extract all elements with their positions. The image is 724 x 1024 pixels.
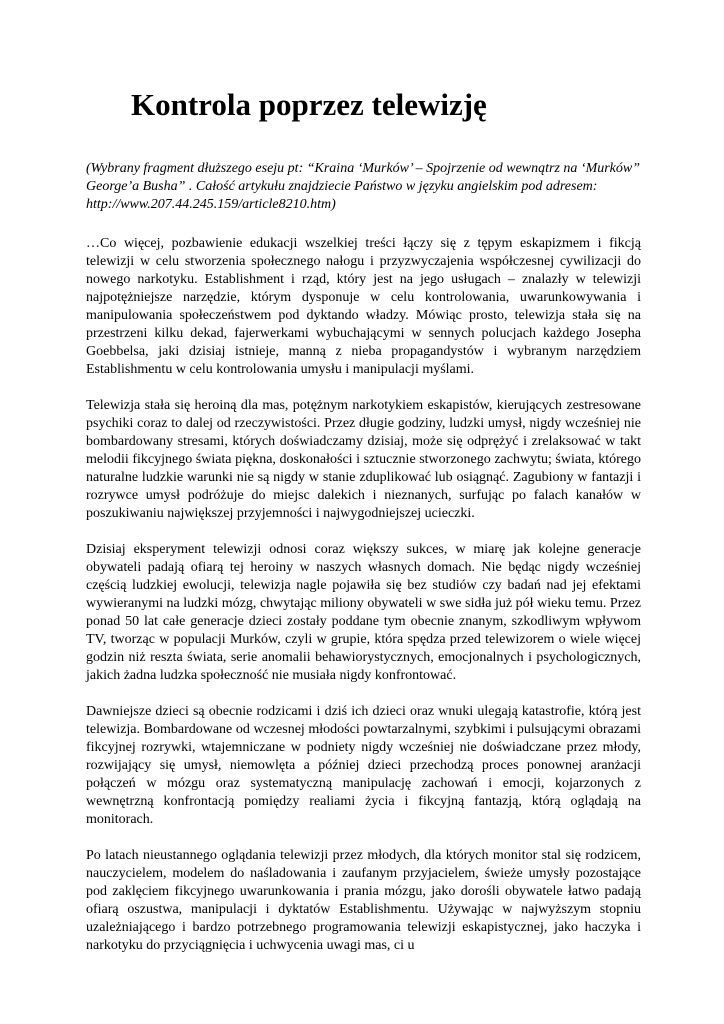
body-paragraph-5: Po latach nieustannego oglądania telewizji przez młodych, dla których monitor stal się rodzicem, nauczycielem, modelem do naśladowania i zaufanym przyjacielem, świeże umysły pozostające pod zaklęciem fikcyjnego uwarunkowania i prania mózgu, jako dorośli obywatele łatwo padają ofiarą oszustwa, manipulacji i dyktatów Establishmentu. Używając w najwyższym stopniu uzależniającego i bardzo potrzebnego programowania telewizji eskapistycznej, jako haczyka i narkotyku do przyciągnięcia i uchwycenia uwagi mas, ci u bbox=[86, 848, 641, 953]
body-paragraph-1: …Co więcej, pozbawienie edukacji wszelkiej treści łączy się z tępym eskapizmem i fikcją telewizji w celu stworzenia społecznego nałogu i przyzwyczajenia współczesnej cywilizacji do nowego narkotyku. Establishment i rząd, który jest na jego usługach – znalazły w telewizji najpotężniejsze narzędzie, którym dysponuje w celu kontrolowania, uwarunkowywania i manipulowania społeczeństwem pod dyktando władzy. Mówiąc prosto, telewizja stała się na przestrzeni kilku dekad, fajerwerkami wybuchającymi w sennych polucjach każdego Josepha Goebbelsa, jaki dzisiaj istnieje, manną z nieba propagandystów i wybranym narzędziem Establishmentu w celu kontrolowania umysłu i manipulacji myślami. bbox=[86, 236, 641, 377]
body-paragraph-3: Dzisiaj eksperyment telewizji odnosi coraz większy sukces, w miarę jak kolejne generacje obywateli padają ofiarą tej heroiny w naszych własnych domach. Nie będąc nigdy wcześniej częścią ludzkiej ewolucji, telewizja nagle pojawiła się bez studiów czy badań nad jej efektami wywieranymi na ludzki mózg, chwytając miliony obywateli w swe sidła już pół wieku temu. Przez ponad 50 lat całe generacje dzieci zostały poddane tym obecnie znanym, szkodliwym wpływom TV, tworząc w populacji Murków, czyli w grupie, która spędza przed telewizorem o wiele więcej godzin niż reszta świata, serie anomalii behawiorystycznych, emocjonalnych i psychologicznych, jakich żadna ludzka społeczność nie musiała nigdy konfrontować. bbox=[86, 542, 641, 683]
page-title: Kontrola poprzez telewizję bbox=[131, 87, 487, 122]
body-paragraph-2: Telewizja stała się heroiną dla mas, potężnym narkotykiem eskapistów, kierujących zestresowane psychiki coraz to dalej od rzeczywistości. Przez długie godziny, ludzki umysł, nigdy wcześniej nie bombardowany stresami, których doświadczamy dzisiaj, może się odprężyć i zrelaksować w takt melodii fikcyjnego świata piękna, doskonałości i sztucznie stworzonego zachwytu; świata, którego naturalne ludzkie warunki nie są nigdy w stanie zduplikować lub osiągnąć. Zagubiony w fantazji i rozrywce umysł podróżuje do miejsc dalekich i nieznanych, surfując po falach kanałów w poszukiwaniu największej przyjemności i najwygodniejszej ucieczki. bbox=[86, 398, 641, 521]
intro-paragraph: (Wybrany fragment dłuższego eseju pt: “Kraina ‘Murków’ – Spojrzenie od wewnątrz na ‘Murków” George’a Busha” . Całość artykułu znajdziecie Państwo w języku angielskim pod adresem: http://www.207.44.245.159/article8210.htm) bbox=[86, 161, 641, 212]
article-body bbox=[86, 160, 641, 973]
body-paragraph-4: Dawniejsze dzieci są obecnie rodzicami i dziś ich dzieci oraz wnuki ulegają katastrofie, którą jest telewizja. Bombardowane od wczesnej młodości powtarzalnymi, szybkimi i pulsującymi obrazami fikcyjnej rozrywki, wtajemniczane w podniety nigdy wcześniej nie doświadczane przez młody, rozwijający się umysł, niemowlęta a później dzieci przechodzą proces ponownej aranżacji połączeń w mózgu oraz systematyczną manipulację zachowań i emocji, kojarzonych z wewnętrzną konfrontacją pomiędzy realiami życia i fikcyjną fantazją, którą oglądają na monitorach. bbox=[86, 704, 641, 827]
